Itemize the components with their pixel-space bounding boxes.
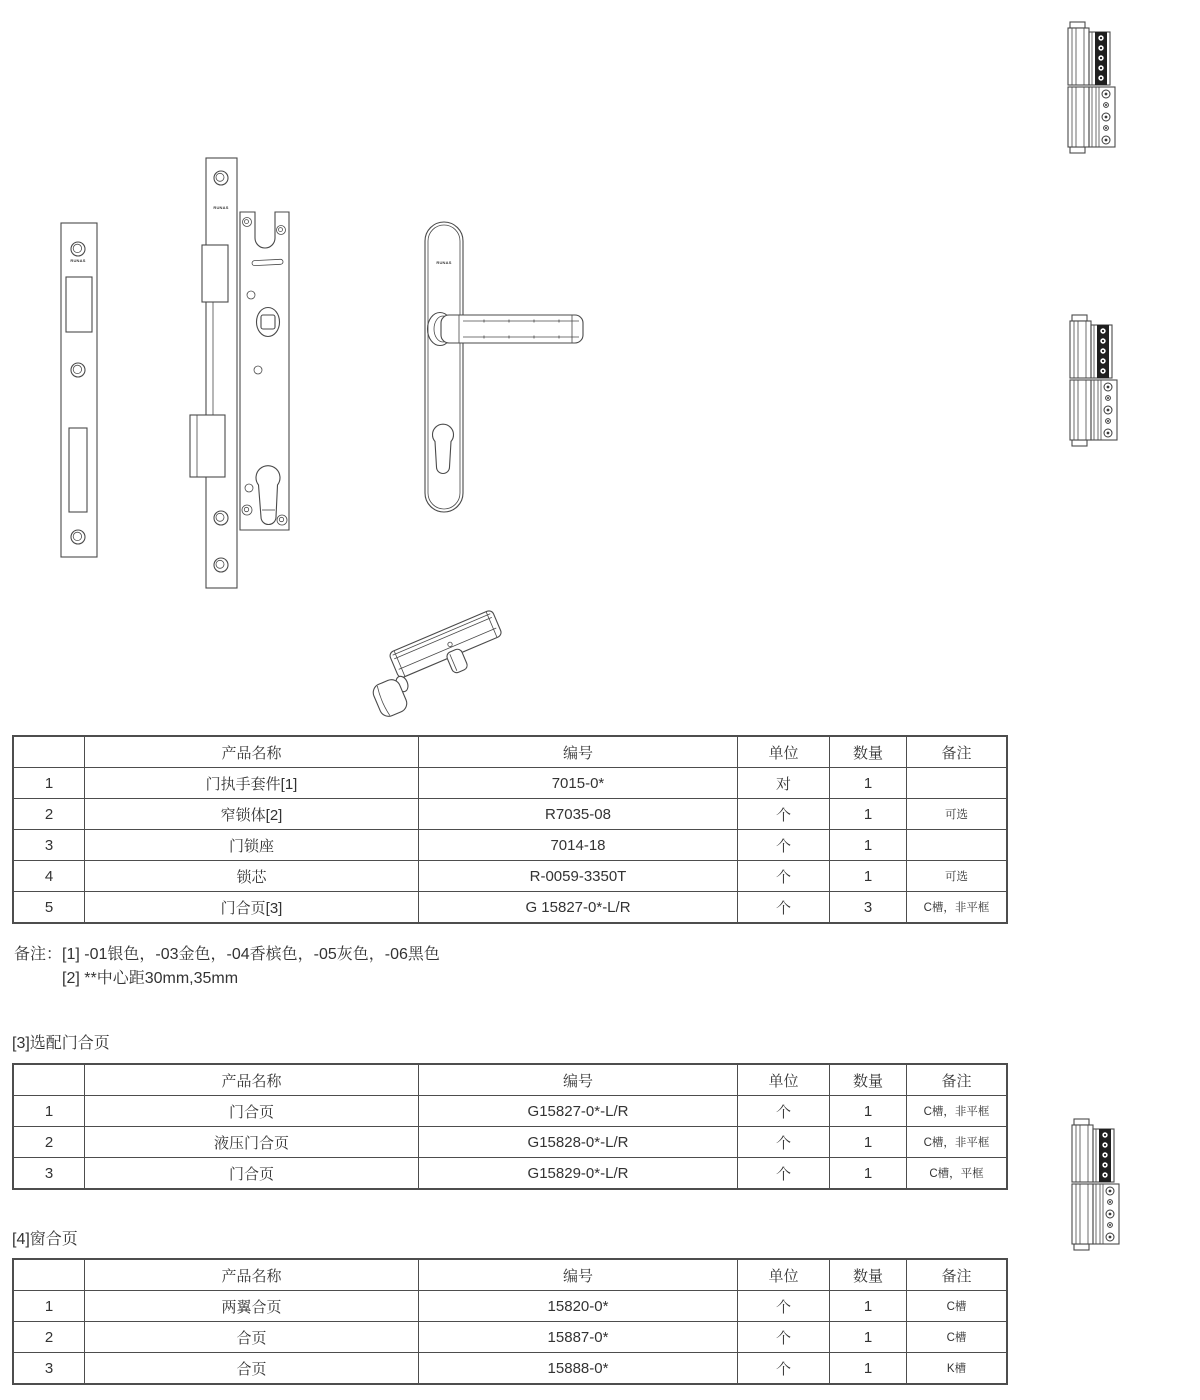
table-cell: C槽 (907, 1322, 1008, 1353)
table-cell: 15887-0* (419, 1322, 738, 1353)
table-cell: 2 (13, 799, 85, 830)
column-header: 单位 (738, 736, 830, 768)
column-header: 数量 (830, 1259, 907, 1291)
table-row (13, 1096, 1007, 1127)
table-cell: C槽，非平框 (907, 892, 1008, 924)
table-cell: 7014-18 (419, 830, 738, 861)
table-cell: 个 (738, 892, 830, 924)
table-cell: 1 (830, 1353, 907, 1385)
main-parts-table (12, 735, 1008, 924)
table-cell: 个 (738, 1096, 830, 1127)
table-cell: 个 (738, 1322, 830, 1353)
brand-logo-text: RUNAS (436, 260, 452, 265)
table-cell: 3 (830, 892, 907, 924)
table-cell: 1 (13, 768, 85, 799)
table-row (13, 1158, 1007, 1190)
table-cell: 可选 (907, 861, 1008, 892)
table-row (13, 1291, 1007, 1322)
table-cell: C槽 (907, 1291, 1008, 1322)
table-cell (907, 768, 1008, 799)
table-cell: 5 (13, 892, 85, 924)
table-cell: C槽，非平框 (907, 1127, 1008, 1158)
table-row (13, 799, 1007, 830)
column-header: 产品名称 (85, 1064, 419, 1096)
table-cell: 个 (738, 1158, 830, 1190)
table-cell: 1 (830, 1322, 907, 1353)
mortise-lock-body-drawing (188, 156, 292, 590)
table-cell: 门合页 (85, 1096, 419, 1127)
table-cell: 7015-0* (419, 768, 738, 799)
table-cell: 15888-0* (419, 1353, 738, 1385)
window-hinge-table (12, 1258, 1008, 1385)
column-header (13, 736, 85, 768)
table-cell: G15829-0*-L/R (419, 1158, 738, 1190)
header-row (13, 1064, 1007, 1096)
table-cell: 4 (13, 861, 85, 892)
table-cell: C槽，平框 (907, 1158, 1008, 1190)
column-header: 产品名称 (85, 1259, 419, 1291)
table-cell: 1 (830, 861, 907, 892)
table-cell: 个 (738, 1291, 830, 1322)
table-row (13, 1322, 1007, 1353)
table-cell: 个 (738, 799, 830, 830)
table-row (13, 892, 1007, 924)
table-cell: 1 (13, 1291, 85, 1322)
table-cell: 合页 (85, 1353, 419, 1385)
table-cell: 对 (738, 768, 830, 799)
brand-logo-text: RUNAS (70, 258, 86, 263)
table-cell: 门合页[3] (85, 892, 419, 924)
table-cell: 15820-0* (419, 1291, 738, 1322)
table-cell: G 15827-0*-L/R (419, 892, 738, 924)
table-row (13, 861, 1007, 892)
table-cell: 1 (830, 1291, 907, 1322)
column-header (13, 1259, 85, 1291)
optional-door-hinge-table (12, 1063, 1008, 1190)
table-cell: 2 (13, 1322, 85, 1353)
column-header (13, 1064, 85, 1096)
door-hinge-drawing-middle (1068, 314, 1122, 447)
brand-logo-text: RUNAS (213, 205, 229, 210)
column-header: 数量 (830, 736, 907, 768)
notes-block (14, 943, 440, 991)
table-cell: R-0059-3350T (419, 861, 738, 892)
table-cell: 1 (830, 1096, 907, 1127)
column-header: 产品名称 (85, 736, 419, 768)
table-cell: 3 (13, 830, 85, 861)
table-cell: 个 (738, 1127, 830, 1158)
table-cell: G15827-0*-L/R (419, 1096, 738, 1127)
table-row (13, 768, 1007, 799)
note-line-1: [1] -01银色，-03金色，-04香槟色，-05灰色，-06黑色 (62, 946, 440, 963)
door-handle-plate-drawing (421, 219, 589, 515)
column-header: 数量 (830, 1064, 907, 1096)
column-header: 备注 (907, 736, 1008, 768)
column-header: 单位 (738, 1259, 830, 1291)
column-header: 备注 (907, 1064, 1008, 1096)
table-row (13, 1127, 1007, 1158)
table-cell: 3 (13, 1353, 85, 1385)
table-cell: 1 (13, 1096, 85, 1127)
table-cell: 1 (830, 1158, 907, 1190)
table-cell: 窄锁体[2] (85, 799, 419, 830)
table-row (13, 830, 1007, 861)
column-header: 编号 (419, 1064, 738, 1096)
table-cell: 2 (13, 1127, 85, 1158)
window-hinge-table-wrap (12, 1258, 1008, 1385)
table-cell: G15828-0*-L/R (419, 1127, 738, 1158)
header-row (13, 736, 1007, 768)
table-cell: K槽 (907, 1353, 1008, 1385)
table-row (13, 1353, 1007, 1385)
lock-cylinder-drawing (370, 598, 510, 718)
table-cell: 个 (738, 830, 830, 861)
table-cell: 液压门合页 (85, 1127, 419, 1158)
table-cell: 门合页 (85, 1158, 419, 1190)
section-title-optional-door-hinge: [3]选配门合页 (12, 1035, 110, 1052)
table-cell: 个 (738, 861, 830, 892)
table-cell: 门执手套件[1] (85, 768, 419, 799)
table-cell: 1 (830, 799, 907, 830)
table-cell: 两翼合页 (85, 1291, 419, 1322)
main-parts-table-wrap (12, 735, 1008, 924)
column-header: 编号 (419, 736, 738, 768)
table-cell: 1 (830, 1127, 907, 1158)
column-header: 备注 (907, 1259, 1008, 1291)
table-cell: 门锁座 (85, 830, 419, 861)
table-cell: 1 (830, 768, 907, 799)
note-line-2: [2] **中心距30mm,35mm (62, 970, 239, 987)
table-cell: C槽，非平框 (907, 1096, 1008, 1127)
table-cell: 1 (830, 830, 907, 861)
table-cell (907, 830, 1008, 861)
optional-door-hinge-table-wrap (12, 1063, 1008, 1190)
table-cell: 合页 (85, 1322, 419, 1353)
column-header: 编号 (419, 1259, 738, 1291)
table-cell: 锁芯 (85, 861, 419, 892)
table-cell: R7035-08 (419, 799, 738, 830)
window-hinge-drawing (1070, 1118, 1124, 1251)
table-cell: 个 (738, 1353, 830, 1385)
notes-label: 备注： (14, 946, 63, 963)
table-cell: 可选 (907, 799, 1008, 830)
header-row (13, 1259, 1007, 1291)
column-header: 单位 (738, 1064, 830, 1096)
table-cell: 3 (13, 1158, 85, 1190)
strike-plate-drawing (59, 221, 99, 559)
section-title-window-hinge: [4]窗合页 (12, 1231, 78, 1248)
door-hinge-drawing-top (1066, 21, 1120, 154)
